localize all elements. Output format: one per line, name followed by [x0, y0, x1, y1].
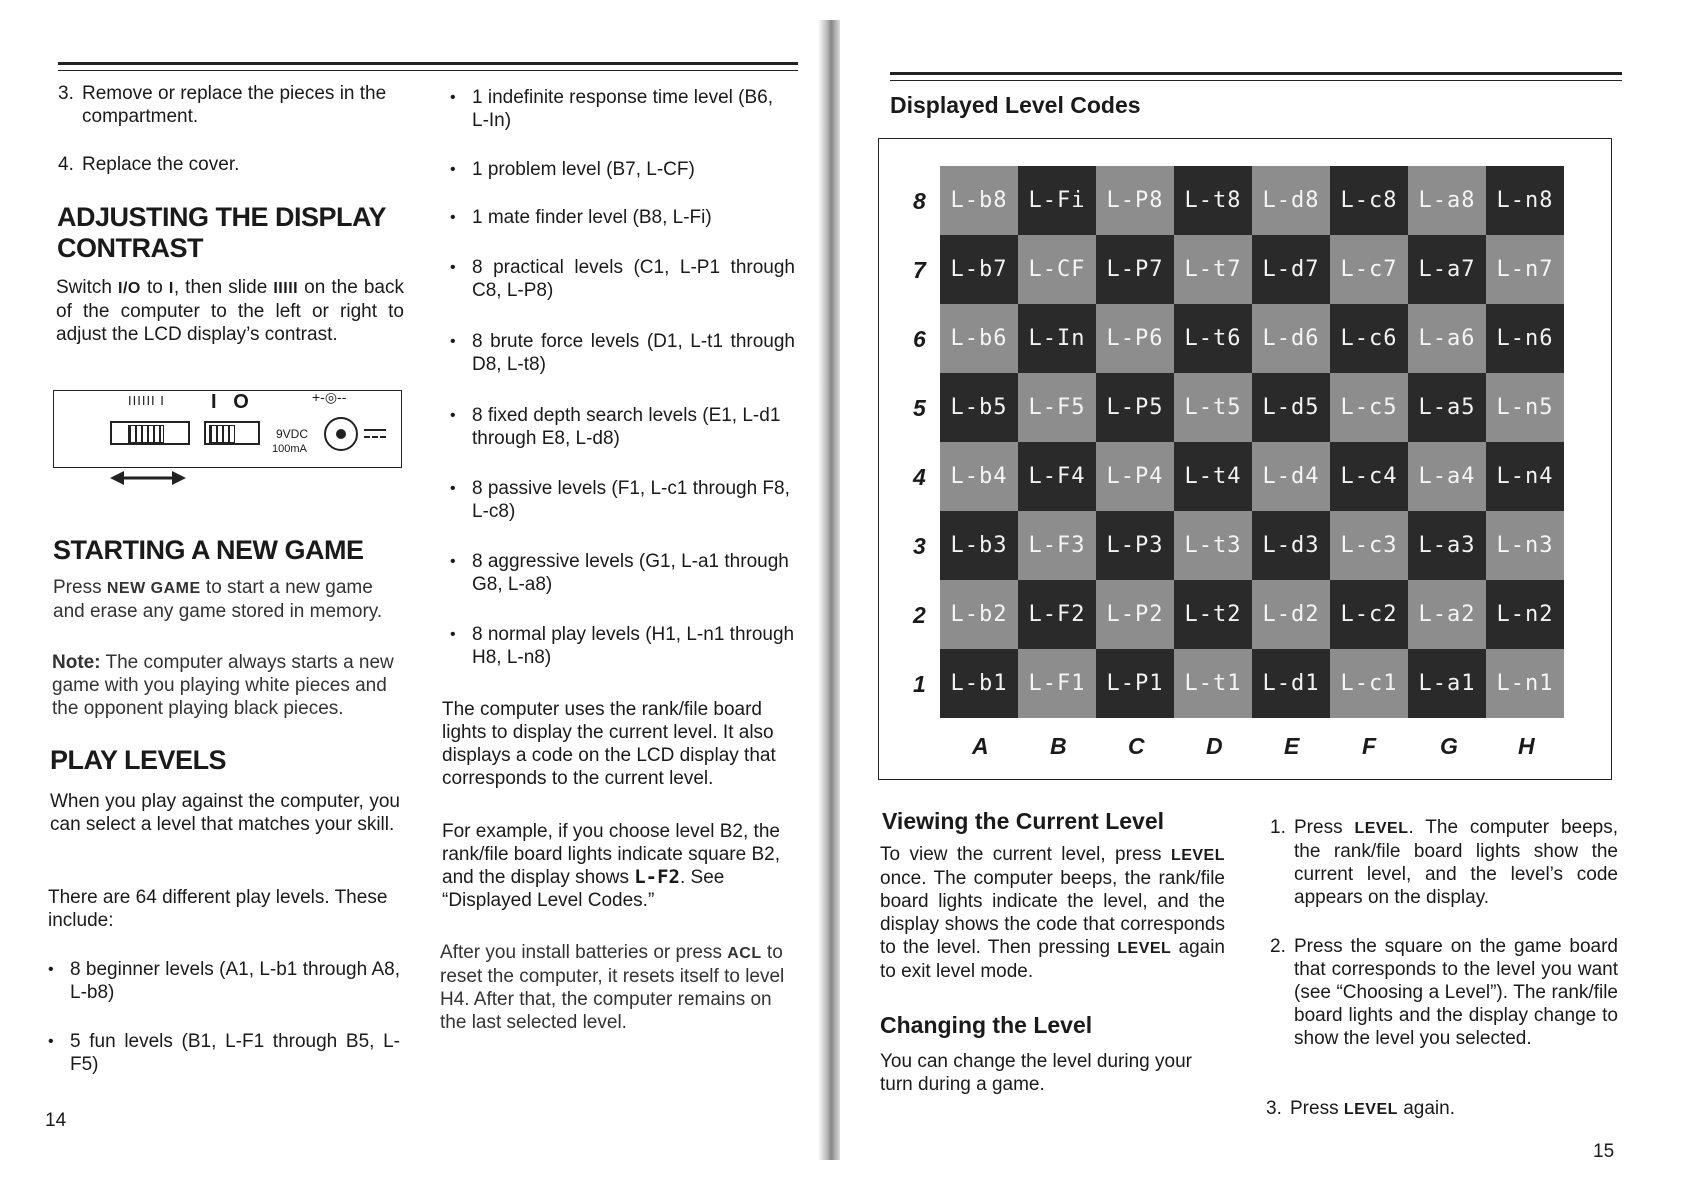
contrast-heading: ADJUSTING THE DISPLAY CONTRAST [57, 202, 386, 263]
list-item: • 8 normal play levels (H1, L-n1 through H8, L-n8) [450, 624, 795, 668]
level-step-1: 1. Press LEVEL. The computer beeps, the rank/file board lights show the current level, and the level’s code appears on the display. [1270, 817, 1618, 908]
top-rule-right [890, 72, 1622, 75]
slider-label: IIIIII I [128, 393, 165, 408]
example-para: For example, if you choose level B2, the rank/file board lights indicate square B2, and the display shows L-F2. See “Displayed Level Codes.” [442, 821, 780, 911]
board-square: L-F5 [1018, 373, 1096, 442]
board-square: L-P4 [1096, 442, 1174, 511]
viewing-body: To view the current level, press LEVEL once. The computer beeps, the rank/file board lights indicate the level, and the display shows the code that corresponds to the level. Then pressing LEVEL again to exit level mode. [880, 844, 1225, 982]
power-switch[interactable] [204, 421, 260, 445]
board-square: L-t4 [1174, 442, 1252, 511]
board-square: L-F3 [1018, 511, 1096, 580]
board-square: L-b7 [940, 235, 1018, 304]
board-square: L-P7 [1096, 235, 1174, 304]
dc-symbol-icon [364, 429, 386, 431]
top-rule-left-thin [58, 70, 798, 71]
page-number-right: 15 [1593, 1141, 1615, 1162]
board-square: L-n2 [1486, 580, 1564, 649]
board-square: L-n4 [1486, 442, 1564, 511]
level-codes-board [940, 166, 1564, 717]
switch-label: I O [211, 391, 249, 413]
list-item: • 8 beginner levels (A1, L-b1 through A8, L-b8) [48, 959, 400, 1003]
board-square: L-b4 [940, 442, 1018, 511]
board-square: L-Fi [1018, 166, 1096, 235]
board-square: L-P2 [1096, 580, 1174, 649]
page-number-left: 14 [45, 1110, 67, 1131]
board-square: L-b2 [940, 580, 1018, 649]
list-item: • 8 fixed depth search levels (E1, L-d1 through E8, L-d8) [450, 405, 781, 449]
board-square: L-d5 [1252, 373, 1330, 442]
board-square: L-t6 [1174, 304, 1252, 373]
current-label: 100mA [272, 443, 307, 455]
rank-label: 2 [913, 602, 926, 628]
file-label: D [1206, 733, 1223, 759]
codes-heading: Displayed Level Codes [890, 92, 1141, 118]
board-square: L-CF [1018, 235, 1096, 304]
polarity-label: +-◎-- [312, 389, 347, 405]
board-square: L-a3 [1408, 511, 1486, 580]
power-jack-icon [324, 417, 358, 451]
board-square: L-c2 [1330, 580, 1408, 649]
list-item: • 8 aggressive levels (G1, L-a1 through G8, L-a8) [450, 551, 789, 595]
new-game-heading: STARTING A NEW GAME [53, 535, 364, 565]
rank-label: 3 [913, 533, 926, 559]
board-square: L-P1 [1096, 649, 1174, 718]
board-square: L-F1 [1018, 649, 1096, 718]
top-rule-right-thin [890, 80, 1622, 81]
board-square: L-t2 [1174, 580, 1252, 649]
play-levels-body-2: There are 64 different play levels. These include: [48, 887, 388, 931]
book-spine [818, 20, 840, 1160]
board-square: L-c4 [1330, 442, 1408, 511]
contrast-slider[interactable] [110, 421, 190, 445]
rank-label: 7 [913, 257, 926, 283]
list-item: • 8 brute force levels (D1, L-t1 through D8, L-t8) [450, 331, 795, 375]
board-square: L-c5 [1330, 373, 1408, 442]
board-square: L-n8 [1486, 166, 1564, 235]
board-square: L-d4 [1252, 442, 1330, 511]
board-square: L-t3 [1174, 511, 1252, 580]
reset-para: After you install batteries or press ACL to reset the computer, it resets itself to level H4. After that, the computer remains on the last selected level. [440, 942, 785, 1033]
board-square: L-F4 [1018, 442, 1096, 511]
board-square: L-P6 [1096, 304, 1174, 373]
rank-file-para: The computer uses the rank/file board lights to display the current level. It also displays a code on the LCD display that corresponds to the current level. [442, 699, 776, 789]
board-square: L-In [1018, 304, 1096, 373]
board-square: L-c3 [1330, 511, 1408, 580]
board-square: L-d7 [1252, 235, 1330, 304]
rank-label: 6 [913, 326, 926, 352]
board-square: L-d8 [1252, 166, 1330, 235]
board-square: L-c7 [1330, 235, 1408, 304]
changing-body: You can change the level during your turn during a game. [880, 1051, 1192, 1095]
contrast-body: Switch I/O to I, then slide IIIII on the back of the computer to the left or right to adjust the LCD display’s contrast. [56, 277, 404, 345]
changing-heading: Changing the Level [880, 1012, 1093, 1038]
file-label: E [1284, 733, 1300, 759]
file-label: G [1440, 733, 1458, 759]
board-square: L-b6 [940, 304, 1018, 373]
contrast-diagram [53, 390, 402, 468]
rank-label: 5 [913, 395, 926, 421]
power-label: 9VDC [276, 427, 309, 441]
board-square: L-n1 [1486, 649, 1564, 718]
board-square: L-d3 [1252, 511, 1330, 580]
board-square: L-P5 [1096, 373, 1174, 442]
new-game-body: Press NEW GAME to start a new game and erase any game stored in memory. [53, 577, 383, 622]
play-levels-heading: PLAY LEVELS [50, 745, 227, 775]
board-square: L-F2 [1018, 580, 1096, 649]
board-square: L-d2 [1252, 580, 1330, 649]
board-square: L-n3 [1486, 511, 1564, 580]
board-square: L-a7 [1408, 235, 1486, 304]
board-square: L-c6 [1330, 304, 1408, 373]
top-rule-left [58, 62, 798, 65]
board-square: L-a2 [1408, 580, 1486, 649]
rank-label: 1 [913, 671, 926, 697]
board-square: L-P3 [1096, 511, 1174, 580]
viewing-heading: Viewing the Current Level [882, 808, 1165, 834]
board-square: L-n6 [1486, 304, 1564, 373]
list-item: • 1 problem level (B7, L-CF) [450, 159, 695, 180]
board-square: L-d1 [1252, 649, 1330, 718]
board-square: L-t8 [1174, 166, 1252, 235]
board-square: L-b1 [940, 649, 1018, 718]
play-levels-body-1: When you play against the computer, you can select a level that matches your skill. [50, 791, 400, 835]
board-square: L-n5 [1486, 373, 1564, 442]
file-label: A [972, 733, 989, 759]
rank-label: 4 [913, 464, 926, 490]
board-square: L-a5 [1408, 373, 1486, 442]
step-3: 3. Remove or replace the pieces in the compartment. [58, 83, 387, 127]
new-game-note: Note: The computer always starts a new game with you playing white pieces and the opponent playing black pieces. [52, 652, 394, 719]
board-square: L-a4 [1408, 442, 1486, 511]
list-item: • 8 passive levels (F1, L-c1 through F8, L-c8) [450, 478, 790, 522]
board-square: L-b8 [940, 166, 1018, 235]
level-step-2: 2. Press the square on the game board that corresponds to the level you want (see “Choosing a Level”). The rank/file board lights and the display change to show the level you selected. [1270, 936, 1618, 1049]
level-step-3: 3. Press LEVEL again. [1266, 1098, 1455, 1119]
list-item: • 1 mate finder level (B8, L-Fi) [450, 207, 712, 228]
board-square: L-a8 [1408, 166, 1486, 235]
list-item: • 5 fun levels (B1, L-F1 through B5, L-F5) [48, 1031, 400, 1075]
file-label: C [1128, 733, 1145, 759]
board-square: L-b3 [940, 511, 1018, 580]
board-square: L-t7 [1174, 235, 1252, 304]
board-square: L-a6 [1408, 304, 1486, 373]
board-square: L-c1 [1330, 649, 1408, 718]
board-square: L-P8 [1096, 166, 1174, 235]
file-label: H [1518, 733, 1535, 759]
board-square: L-t1 [1174, 649, 1252, 718]
board-square: L-c8 [1330, 166, 1408, 235]
board-square: L-n7 [1486, 235, 1564, 304]
board-square: L-a1 [1408, 649, 1486, 718]
board-square: L-t5 [1174, 373, 1252, 442]
double-arrow-icon [110, 470, 186, 486]
rank-label: 8 [913, 188, 926, 214]
list-item: • 8 practical levels (C1, L-P1 through C8, L-P8) [450, 257, 795, 301]
step-4: 4. Replace the cover. [58, 154, 240, 175]
list-item: • 1 indefinite response time level (B6, L-In) [450, 87, 773, 131]
file-label: B [1050, 733, 1067, 759]
board-square: L-b5 [940, 373, 1018, 442]
board-square: L-d6 [1252, 304, 1330, 373]
file-label: F [1362, 733, 1377, 759]
